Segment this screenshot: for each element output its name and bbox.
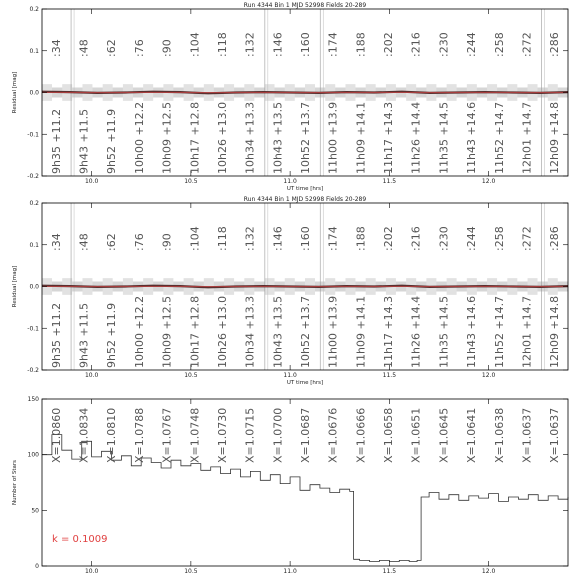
field-coordinate: 11h09 +14.1 [354,101,368,174]
x-tick-label: 12.0 [481,178,496,185]
field-marker: :48 [77,233,91,251]
airmass-label: X=1.0834 [77,407,91,463]
airmass-label: X=1.0687 [299,407,312,463]
x-tick-label: 10.5 [184,372,198,379]
field-coordinate: 9h35 +11.2 [49,302,63,368]
field-marker: :118 [215,32,229,57]
y-tick-label: 0.0 [29,283,39,291]
field-marker: :286 [548,226,562,251]
field-marker: :146 [271,32,285,57]
field-marker: :104 [188,226,202,251]
chart-title: Run 4344 Bin 1 MJD 52998 Fields 20-289 [243,2,367,9]
airmass-label: X=1.0860 [49,407,63,463]
airmass-label: X=1.0637 [520,407,534,463]
airmass-label: X=1.0730 [215,407,229,463]
chart-panel-3 [12,396,568,576]
airmass-label: X=1.0637 [548,407,562,463]
field-marker: :188 [354,226,368,251]
field-coordinate: 11h00 +13.9 [326,295,340,368]
airmass-label: X=1.0810 [105,407,119,463]
field-coordinate: 9h52 +11.9 [105,108,119,174]
airmass-label: X=1.0700 [271,407,285,463]
field-coordinate: 12h01 +14.7 [520,101,534,174]
field-marker: :272 [520,226,534,251]
field-coordinate: 9h35 +11.2 [49,108,63,174]
airmass-label: X=1.0658 [382,407,396,463]
y-tick-label: -0.2 [27,367,39,374]
field-marker: :90 [160,39,174,57]
y-tick-label: -0.2 [27,173,39,180]
field-marker: :160 [299,32,312,57]
field-coordinate: 9h43 +11.5 [77,302,91,368]
y-axis-label: Residual [mag] [12,71,18,114]
field-marker: :258 [492,226,506,251]
field-coordinate: 11h26 +14.4 [409,295,423,368]
field-marker: :230 [437,32,451,57]
chart-title: Run 4344 Bin 1 MJD 52998 Fields 20-289 [243,196,367,203]
field-marker: :174 [326,226,340,251]
field-marker: :272 [520,32,534,57]
field-coordinate: 9h43 +11.5 [77,108,91,174]
field-coordinate: 11h43 +14.6 [465,295,479,368]
field-coordinate: 10h09 +12.5 [160,295,174,368]
field-coordinate: 11h35 +14.5 [437,295,451,368]
extinction-k-annotation: k = 0.1009 [52,534,108,545]
field-coordinate: 11h00 +13.9 [326,101,340,174]
field-marker: :34 [49,39,63,57]
field-coordinate: 10h43 +13.5 [271,295,285,368]
y-axis-label: Residual [mag] [12,265,18,308]
airmass-label: X=1.0767 [160,407,174,463]
field-coordinate: 10h00 +12.2 [132,295,146,368]
chart-panel-1 [12,2,568,192]
field-coordinate: 9h52 +11.9 [105,302,119,368]
airmass-label: X=1.0645 [437,407,451,463]
field-marker: :216 [409,32,423,57]
airmass-label: X=1.0641 [465,407,479,463]
field-marker: :244 [465,32,479,57]
field-marker: :34 [49,233,63,251]
x-tick-label: 11.0 [283,178,297,185]
field-coordinate: 10h26 +13.0 [215,101,229,174]
y-tick-label: -0.1 [27,131,39,139]
x-tick-label: 11.0 [283,372,297,379]
field-marker: :286 [548,32,562,57]
field-coordinate: 11h09 +14.1 [354,295,368,368]
field-coordinate: 10h17 +12.8 [188,295,202,368]
field-coordinate: 11h35 +14.5 [437,101,451,174]
y-tick-label: 150 [27,396,39,403]
field-coordinate: 10h17 +12.8 [188,101,202,174]
x-tick-label: 10.0 [84,568,99,575]
airmass-label: X=1.0666 [354,407,368,463]
y-tick-label: 50 [31,507,39,515]
field-coordinate: 12h01 +14.7 [520,295,534,368]
x-tick-label: 11.5 [382,178,397,185]
field-coordinate: 10h43 +13.5 [271,101,285,174]
field-coordinate: 12h09 +14.8 [548,101,562,174]
airmass-label: X=1.0715 [243,407,257,463]
field-coordinate: 11h26 +14.4 [409,101,423,174]
airmass-label: X=1.0788 [132,407,146,463]
field-coordinate: 10h26 +13.0 [215,295,229,368]
field-coordinate: 10h09 +12.5 [160,101,174,174]
y-tick-label: 0.1 [29,241,39,249]
field-coordinate: 12h09 +14.8 [548,295,562,368]
field-marker: :76 [132,39,146,57]
y-tick-label: 0.2 [29,200,39,207]
field-coordinate: 11h17 +14.3 [382,101,396,174]
field-marker: :188 [354,32,368,57]
x-axis-label: UT time [hrs] [286,186,324,192]
field-coordinate: 10h00 +12.2 [132,101,146,174]
field-marker: :174 [326,32,340,57]
x-tick-label: 10.5 [184,178,198,185]
field-marker: :244 [465,226,479,251]
field-marker: :258 [492,32,506,57]
y-axis-label: Number of Stars [12,459,18,506]
chart-panel-2 [12,196,568,386]
field-marker: :160 [299,226,312,251]
field-marker: :132 [243,32,257,57]
y-tick-label: 100 [27,451,39,459]
field-coordinate: 11h17 +14.3 [382,295,396,368]
field-marker: :146 [271,226,285,251]
field-marker: :202 [382,32,396,57]
x-axis-label: UT time [hrs] [286,380,324,386]
x-tick-label: 12.0 [481,372,496,379]
field-marker: :104 [188,32,202,57]
x-tick-label: 11.5 [382,568,397,575]
field-marker: :230 [437,226,451,251]
field-marker: :62 [105,39,119,57]
x-tick-label: 10.0 [84,372,99,379]
field-marker: :48 [77,39,91,57]
field-marker: :216 [409,226,423,251]
field-marker: :90 [160,233,174,251]
x-tick-label: 11.5 [382,372,397,379]
y-tick-label: 0.1 [29,47,39,55]
y-tick-label: 0.2 [29,6,39,13]
field-marker: :76 [132,233,146,251]
field-coordinate: 10h34 +13.3 [243,101,257,174]
field-coordinate: 10h52 +13.7 [299,295,312,368]
y-tick-label: -0.1 [27,325,39,333]
field-coordinate: 11h43 +14.6 [465,101,479,174]
airmass-label: X=1.0748 [188,407,202,463]
airmass-label: X=1.0638 [492,407,506,463]
field-marker: :132 [243,226,257,251]
field-coordinate: 10h34 +13.3 [243,295,257,368]
y-tick-label: 0 [35,563,39,570]
airmass-label: X=1.0651 [409,407,423,463]
x-tick-label: 12.0 [481,568,496,575]
field-marker: :118 [215,226,229,251]
y-tick-label: 0.0 [29,89,39,97]
x-tick-label: 10.0 [84,178,99,185]
field-marker: :202 [382,226,396,251]
field-marker: :62 [105,233,119,251]
field-coordinate: 11h52 +14.7 [492,101,506,174]
x-tick-label: 10.5 [184,568,198,575]
field-coordinate: 11h52 +14.7 [492,295,506,368]
airmass-label: X=1.0676 [326,407,340,463]
x-tick-label: 11.0 [283,568,297,575]
field-coordinate: 10h52 +13.7 [299,101,312,174]
